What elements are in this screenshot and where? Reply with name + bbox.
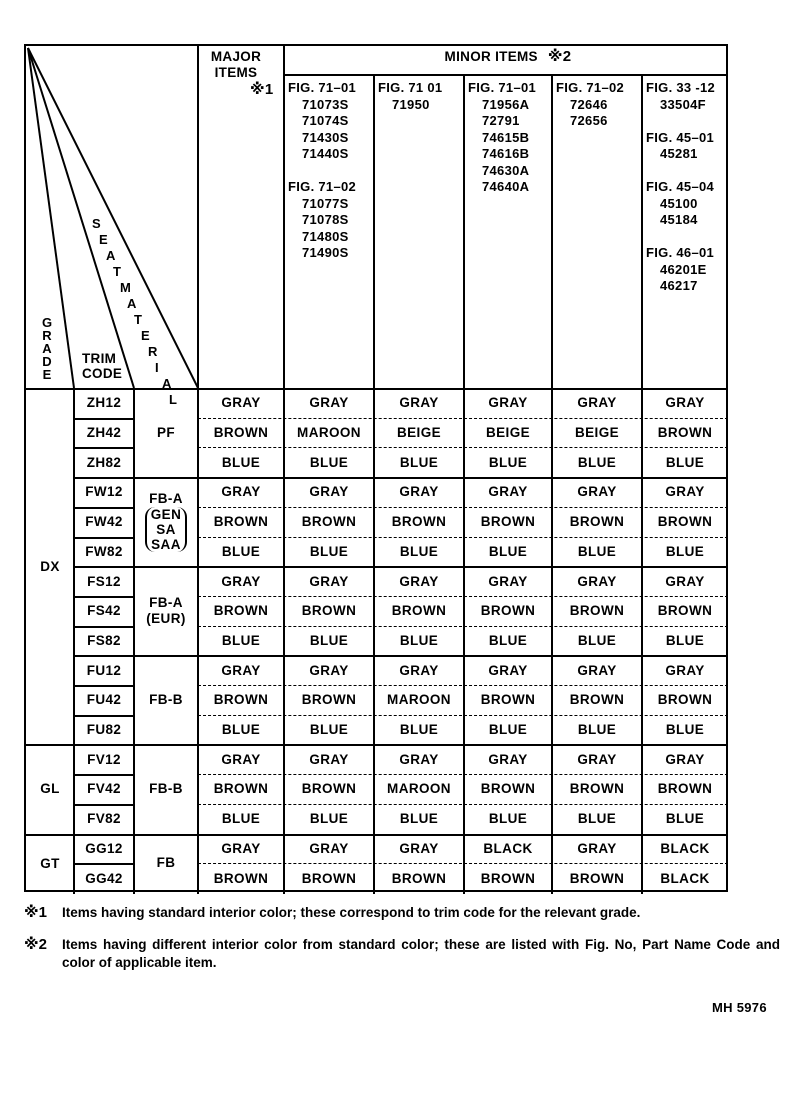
minor-color-cell: BLUE [577,454,617,470]
part-code: 72646 [570,96,608,112]
part-code: 71074S [302,113,349,128]
part-code: 74630A [482,162,530,178]
trim-code-cell: FU82 [86,722,122,738]
major-note-mark: ※1 [250,81,274,98]
part-code: 72656 [570,113,608,128]
seat-material-letter: E [141,328,150,343]
major-color-cell: GRAY [221,840,261,856]
minor-color-cell: GRAY [577,751,617,767]
minor-color-cell: BLUE [577,811,617,827]
trim-code-header: TRIM CODE [82,351,123,381]
minor-color-cell: BLACK [483,840,533,856]
minor-color-cell: GRAY [577,662,617,678]
minor-color-cell: BLUE [665,454,705,470]
grade-header: G R A D E [41,315,53,382]
part-code: 74640A [482,179,530,194]
minor-color-cell: GRAY [309,751,349,767]
minor-color-cell: BROWN [301,870,357,886]
seat-material-cell [134,566,198,655]
seat-material-letter: I [155,360,159,375]
major-color-cell: GRAY [221,573,261,589]
major-color-cell: BROWN [213,514,269,530]
fig-number: FIG. 45–01 [646,129,715,145]
major-items-header: MAJOR ITEMS ※1 [210,49,274,98]
part-code: 71950 [392,96,430,112]
major-color-cell: BROWN [213,870,269,886]
minor-color-cell: GRAY [309,840,349,856]
grade-cell: DX [40,558,60,574]
minor-color-cell: GRAY [577,395,617,411]
part-code: 71077S [302,195,349,211]
minor-color-cell: GRAY [488,395,528,411]
seat-material-label: FB [156,855,176,871]
major-color-cell: BROWN [213,425,269,441]
seat-material-label: PF [156,424,176,440]
seat-material-letter: A [106,248,116,263]
minor-color-cell: BROWN [480,603,536,619]
minor-color-cell: BROWN [569,514,625,530]
seat-material-letter: M [120,280,132,295]
minor-color-cell: BLUE [309,632,349,648]
minor-color-cell: GRAY [488,484,528,500]
seat-material-letter: T [113,264,122,279]
part-code: 45281 [660,146,698,161]
part-code: 74616B [482,146,530,161]
part-code [660,163,740,180]
seat-material-cell [134,655,198,744]
minor-color-cell: BROWN [391,603,447,619]
minor-color-cell: BLUE [665,543,705,559]
minor-color-cell: BLUE [309,454,349,470]
minor-items-header: MINOR ITEMS ※2 [444,48,572,65]
minor-color-cell: GRAY [488,662,528,678]
minor-color-cell: BROWN [657,692,713,708]
minor-color-cell: BROWN [569,870,625,886]
reference-code: MH 5976 [712,1000,767,1015]
major-color-cell: BLUE [221,811,261,827]
minor-column-header [288,80,372,262]
seat-material-letter: L [169,392,178,407]
minor-color-cell: BLUE [488,454,528,470]
minor-color-cell: GRAY [577,573,617,589]
part-code: 71078S [302,212,349,227]
minor-color-cell: MAROON [387,692,451,708]
minor-color-cell: GRAY [309,573,349,589]
trim-code-cell: FV42 [87,781,121,797]
minor-color-cell: GRAY [399,573,439,589]
seat-material-cell [134,388,198,477]
trim-code-cell: FW42 [85,514,123,530]
seat-material-cell [134,477,198,566]
minor-color-cell: GRAY [309,662,349,678]
minor-color-cell: BEIGE [396,425,441,441]
minor-color-cell: BLUE [309,811,349,827]
minor-color-cell: GRAY [399,484,439,500]
trim-code-cell: FV82 [87,811,121,827]
part-code: 71440S [302,146,349,161]
minor-color-cell: BROWN [569,603,625,619]
minor-column-header [378,80,462,113]
minor-color-cell: BLUE [577,543,617,559]
minor-color-cell: GRAY [665,484,705,500]
fig-number: FIG. 71 01 [378,80,443,95]
minor-color-cell: GRAY [399,395,439,411]
trim-code-cell: ZH42 [86,425,122,441]
minor-color-cell: BLUE [309,543,349,559]
minor-color-cell: BLUE [399,811,439,827]
fig-number: FIG. 71–02 [288,179,357,194]
minor-color-cell: BROWN [480,781,536,797]
minor-color-cell: BLUE [399,722,439,738]
minor-color-cell: BROWN [301,603,357,619]
minor-color-cell: BROWN [569,781,625,797]
part-code: 72791 [482,113,520,128]
minor-color-cell: GRAY [399,662,439,678]
part-code: 71956A [482,96,530,112]
fig-number: FIG. 46–01 [646,245,715,260]
fig-number: FIG. 45–04 [646,179,715,194]
major-color-cell: BROWN [213,781,269,797]
part-code: 45184 [660,212,698,227]
trim-code-cell: FS82 [87,632,121,648]
trim-code-cell: GG12 [85,840,123,856]
minor-color-cell: BROWN [480,692,536,708]
fig-number: FIG. 71–01 [468,80,537,95]
trim-code-cell: GG42 [85,870,123,886]
seat-material-letter: A [127,296,137,311]
seat-material-letter: R [148,344,158,359]
part-code [660,113,740,130]
major-color-cell: BLUE [221,454,261,470]
minor-color-cell: BLUE [577,632,617,648]
note-2 [24,936,784,976]
trim-code-cell: FV12 [87,751,121,767]
minor-color-cell: MAROON [297,425,361,441]
part-code: 71073S [302,96,349,112]
seat-material-label: FB-A [149,491,183,507]
minor-color-cell: GRAY [488,751,528,767]
minor-column-header [468,80,550,196]
minor-header-rule [284,74,728,76]
minor-color-cell: BLUE [309,722,349,738]
seat-material-letter: A [162,376,172,391]
note-2-mark: ※2 [24,936,47,953]
trim-code-cell: ZH82 [86,454,122,470]
minor-color-cell: GRAY [309,395,349,411]
part-code: 74615B [482,129,530,145]
fig-number: FIG. 33 -12 [646,80,716,95]
minor-color-cell: BEIGE [485,425,530,441]
minor-color-cell: GRAY [665,662,705,678]
part-code: 46201E [660,261,707,277]
part-code [660,229,740,246]
minor-color-cell: GRAY [665,395,705,411]
major-color-cell: GRAY [221,751,261,767]
major-color-cell: BLUE [221,722,261,738]
minor-color-cell: GRAY [577,484,617,500]
seat-material-letter: E [99,232,108,247]
major-color-cell: GRAY [221,662,261,678]
trim-code-cell: FU12 [86,662,122,678]
minor-color-cell: BLUE [665,722,705,738]
trim-color-table [24,44,728,892]
minor-color-cell: BLUE [399,543,439,559]
minor-color-cell: BLUE [488,543,528,559]
minor-color-cell: BLUE [488,632,528,648]
minor-color-cell: BROWN [301,692,357,708]
minor-column-header [646,80,726,295]
note-1-text: Items having standard interior color; these correspond to trim code for the relevant grade. [62,905,641,920]
minor-color-cell: BROWN [657,781,713,797]
note-2-text: Items having different interior color from standard color; these are listed with Fig. No, Part Name Code and color of applicable item. [62,937,780,970]
minor-color-cell: BLUE [488,811,528,827]
part-code: 71480S [302,228,349,244]
seat-material-label: FB-A (EUR) [146,594,186,626]
seat-material-label: FB-B [149,780,183,796]
major-color-cell: BROWN [213,603,269,619]
minor-color-cell: BLACK [660,870,710,886]
minor-color-cell: MAROON [387,781,451,797]
minor-color-cell: GRAY [309,484,349,500]
minor-color-cell: BROWN [391,870,447,886]
major-color-cell: BROWN [213,692,269,708]
minor-color-cell: BEIGE [574,425,619,441]
minor-color-cell: GRAY [577,840,617,856]
part-code: 71430S [302,129,349,145]
part-code: 46217 [660,278,698,293]
seat-material-letter: T [134,312,143,327]
trim-code-cell: FW82 [85,543,123,559]
minor-color-cell: BROWN [480,514,536,530]
minor-color-cell: GRAY [488,573,528,589]
seat-material-cell [134,744,198,833]
minor-color-cell: GRAY [399,751,439,767]
minor-color-cell: BLUE [399,632,439,648]
part-code: 45100 [660,195,698,211]
fig-number: FIG. 71–02 [556,80,625,95]
fig-number: FIG. 71–01 [288,80,357,95]
seat-material-label: FB-B [149,691,183,707]
major-color-cell: BLUE [221,543,261,559]
major-color-cell: GRAY [221,395,261,411]
trim-code-cell: FW12 [85,484,123,500]
seat-material-sub: GEN SA SAA [145,507,187,552]
note-1-mark: ※1 [24,904,47,921]
minor-color-cell: BROWN [569,692,625,708]
minor-color-cell: BROWN [480,870,536,886]
minor-color-cell: BROWN [391,514,447,530]
minor-color-cell: BLUE [399,454,439,470]
minor-color-cell: GRAY [665,751,705,767]
note-1 [24,904,784,924]
seat-material-cell [134,834,198,893]
trim-code-cell: ZH12 [86,395,122,411]
major-color-cell: GRAY [221,484,261,500]
seat-material-letter: S [92,216,101,231]
minor-color-cell: BROWN [301,781,357,797]
part-code: 33504F [660,96,706,112]
minor-color-cell: BLUE [577,722,617,738]
minor-color-cell: BROWN [657,514,713,530]
minor-color-cell: BROWN [657,425,713,441]
major-color-cell: BLUE [221,632,261,648]
minor-color-cell: GRAY [665,573,705,589]
minor-color-cell: BLUE [665,632,705,648]
grade-cell: GT [40,855,60,871]
minor-color-cell: BROWN [657,603,713,619]
minor-color-cell: BLACK [660,840,710,856]
grade-cell: GL [40,781,60,797]
minor-color-cell: BROWN [301,514,357,530]
minor-column-header [556,80,640,130]
minor-color-cell: BLUE [488,722,528,738]
minor-color-cell: BLUE [665,811,705,827]
part-code: 71490S [302,245,349,260]
trim-code-cell: FU42 [86,692,122,708]
minor-color-cell: GRAY [399,840,439,856]
trim-code-cell: FS12 [87,573,121,589]
trim-code-cell: FS42 [87,603,121,619]
